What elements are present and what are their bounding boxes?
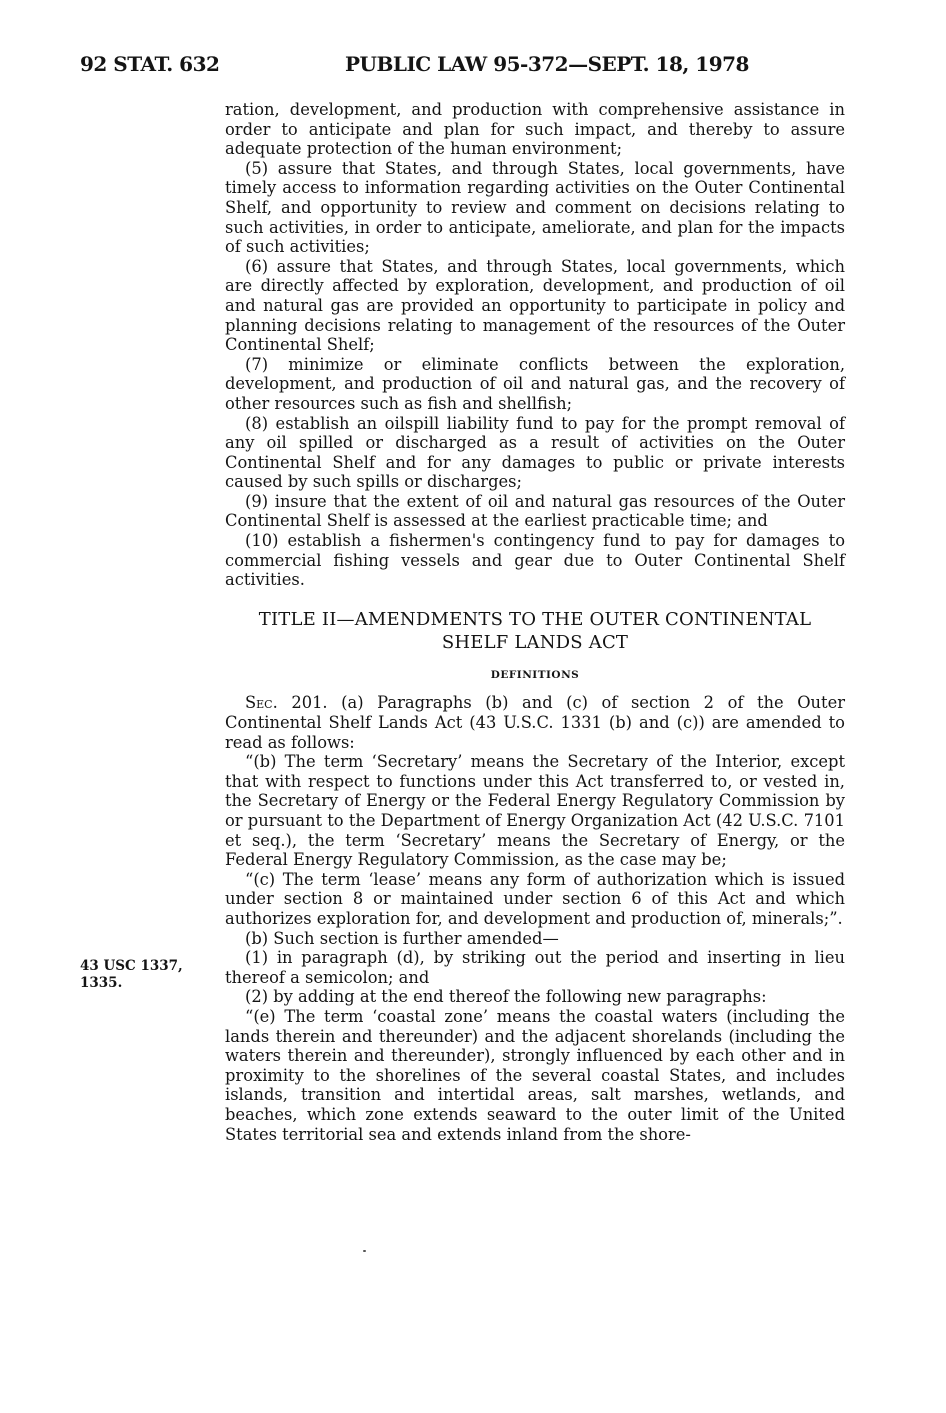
margin-note-line-1: 43 USC 1337, xyxy=(80,958,183,974)
paragraph-9: (9) insure that the extent of oil and natural gas resources of the Outer Continental Shelf is assessed at the earliest practicable time; and xyxy=(225,491,845,531)
subsection-b-1: (1) in paragraph (d), by striking out the period and inserting in lieu thereof a semicolon; and xyxy=(225,948,845,987)
definitions-heading: DEFINITIONS xyxy=(490,668,580,681)
title-heading-line-2: SHELF LANDS ACT xyxy=(441,631,629,653)
margin-note-line-2: 1335. xyxy=(80,975,123,991)
section-201-a xyxy=(225,693,845,752)
paragraph-7: (7) minimize or eliminate conflicts between the exploration, development, and production of oil and natural gas, and the recovery of other resources such as fish and shellfish; xyxy=(225,354,845,413)
title-heading-line-1: TITLE II—AMENDMENTS TO THE OUTER CONTINENTAL xyxy=(258,608,812,630)
paragraph-continuation: ration, development, and production with comprehensive assistance in order to anticipate and plan for such impact, and thereby to assure adequate protection of the human environment; xyxy=(225,100,845,159)
section-201-text: 201. (a) Paragraphs (b) and (c) of section 2 of the Outer Continental Shelf Lands Act (43 U.S.C. 1331 (b) and (c)) are amended to read as follows: xyxy=(225,693,845,752)
subsection-b: (b) Such section is further amended— xyxy=(245,928,559,948)
print-speck xyxy=(363,1250,366,1252)
definition-b: “(b) The term ‘Secretary’ means the Secretary of the Interior, except that with respect to functions under this Act transferred to, or vested in, the Secretary of Energy or the Federal Energy Regulatory Commission by or pursuant to the Department of Energy Organization Act (42 U.S.C. 7101 et seq.), the term ‘Secretary’ means the Secretary of Energy, or the Federal Energy Regulatory Commission, as the case may be; xyxy=(225,752,845,870)
paragraph-6: (6) assure that States, and through States, local governments, which are directly affected by exploration, development, and production of oil and natural gas are provided an opportunity to participate in policy and planning decisions relating to management of the resources of the Outer Continental Shelf; xyxy=(225,256,845,355)
subsection-b-2: (2) by adding at the end thereof the following new paragraphs: xyxy=(245,987,767,1007)
paragraph-5: (5) assure that States, and through States, local governments, have timely access to information regarding activities on the Outer Continental Shelf, and opportunity to review and comment on decisions relating to such activities, in order to anticipate, ameliorate, and plan for the impacts of such activities; xyxy=(225,158,845,257)
page-header xyxy=(80,52,860,80)
paragraph-8: (8) establish an oilspill liability fund to pay for the prompt removal of any oil spilled or discharged as a result of activities on the Outer Continental Shelf and for any damages to public or private interests caused by such spills or discharges; xyxy=(225,413,845,492)
running-title: PUBLIC LAW 95-372—SEPT. 18, 1978 xyxy=(345,52,749,76)
paragraph-10: (10) establish a fishermen's contingency fund to pay for damages to commercial fishing vessels and gear due to Outer Continental Shelf activities. xyxy=(225,531,845,590)
section-label: Sec. xyxy=(245,693,278,713)
margin-note xyxy=(80,958,210,992)
definition-e: “(e) The term ‘coastal zone’ means the coastal waters (including the lands therein and thereunder) and the adjacent shorelands (including the waters therein and thereunder), strongly influenced by each other and in proximity to the shorelines of the several coastal States, and includes islands, transition and intertidal areas, salt marshes, wetlands, and beaches, which zone extends seaward to the outer limit of the United States territorial sea and extends inland from the shore- xyxy=(225,1006,845,1144)
statute-citation: 92 STAT. 632 xyxy=(80,52,220,76)
title-heading xyxy=(225,608,845,654)
body-column xyxy=(225,100,845,1144)
definition-c: “(c) The term ‘lease’ means any form of authorization which is issued under section 8 or maintained under section 6 of this Act and which authorizes exploration for, and development and production of, minerals;”. xyxy=(225,869,845,928)
